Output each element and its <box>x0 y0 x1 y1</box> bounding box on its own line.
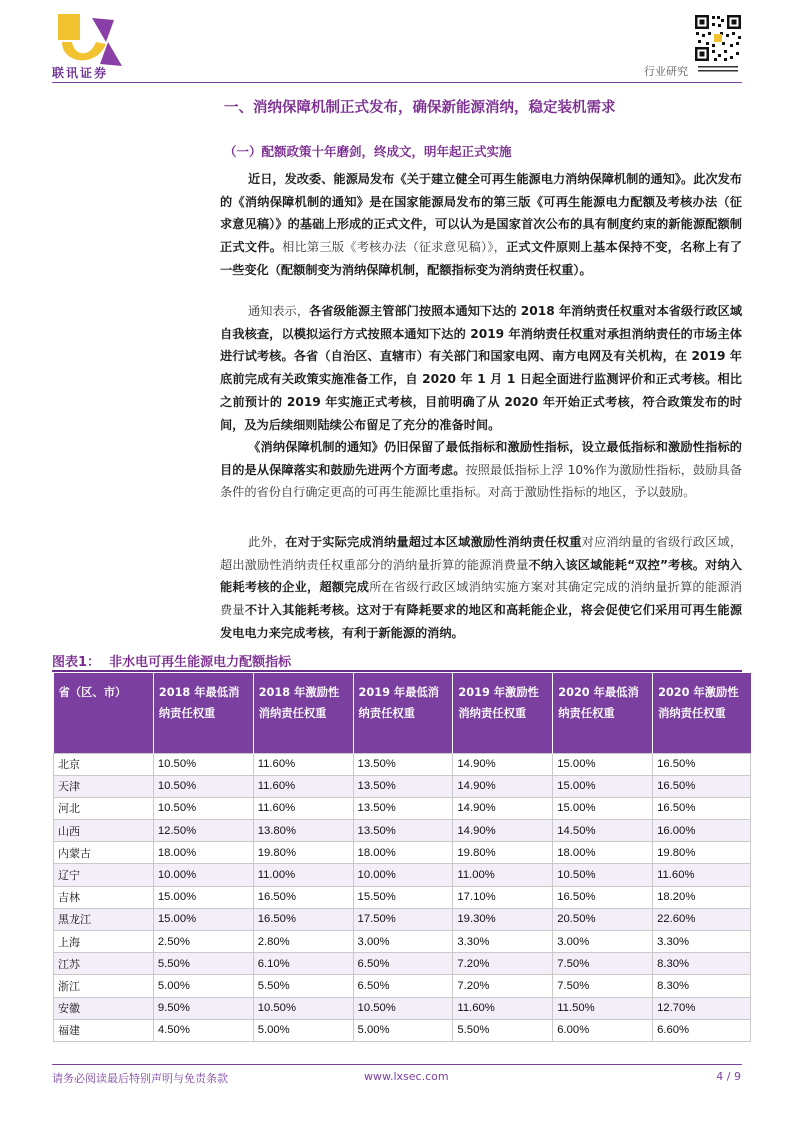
value-cell: 19.80% <box>453 842 553 864</box>
paragraph-4 <box>220 531 742 645</box>
table-row <box>54 820 751 842</box>
table-header-cell: 2019 年激励性消纳责任权重 <box>453 673 553 753</box>
table-header-cell: 省（区、市） <box>54 673 154 753</box>
province-cell: 江苏 <box>54 953 154 975</box>
value-cell: 18.20% <box>653 886 751 908</box>
figure-label: 图表1： <box>52 655 101 670</box>
value-cell: 15.00% <box>553 797 653 819</box>
value-cell: 8.30% <box>653 953 751 975</box>
value-cell: 16.50% <box>653 775 751 797</box>
value-cell: 18.00% <box>353 842 453 864</box>
value-cell: 5.00% <box>353 1019 453 1041</box>
value-cell: 16.50% <box>253 886 353 908</box>
table-header-cell: 2020 年激励性消纳责任权重 <box>653 673 751 753</box>
paragraph-1-end: 正式文件原则上基本保持不变，名称上有了一些变化（配额制变为消纳保障机制，配额指标变为消纳责任权重）。 <box>220 240 743 277</box>
value-cell: 11.00% <box>253 864 353 886</box>
table-row <box>54 775 751 797</box>
footer-disclaimer: 请务必阅读最后特别声明与免责条款 <box>52 1072 228 1085</box>
province-cell: 浙江 <box>54 975 154 997</box>
province-cell: 福建 <box>54 1019 154 1041</box>
value-cell: 10.50% <box>153 753 253 775</box>
province-cell: 辽宁 <box>54 864 154 886</box>
table-row <box>54 753 751 775</box>
value-cell: 5.50% <box>253 975 353 997</box>
province-cell: 吉林 <box>54 886 154 908</box>
province-cell: 安徽 <box>54 997 154 1019</box>
value-cell: 16.50% <box>553 886 653 908</box>
value-cell: 3.00% <box>553 931 653 953</box>
value-cell: 11.60% <box>653 864 751 886</box>
section-subtitle: （一）配额政策十年磨剑，终成文，明年起正式实施 <box>224 144 512 159</box>
paragraph-3 <box>220 436 742 504</box>
value-cell: 19.80% <box>253 842 353 864</box>
paragraph-1 <box>220 168 742 282</box>
header-divider <box>52 82 742 83</box>
figure-title <box>52 651 291 670</box>
figure-divider <box>52 670 742 672</box>
value-cell: 3.00% <box>353 931 453 953</box>
province-cell: 山西 <box>54 820 154 842</box>
value-cell: 7.20% <box>453 953 553 975</box>
paragraph-1-mid: 相比第三版《考核办法（征求意见稿）》， <box>282 240 507 255</box>
qr-code-icon <box>694 14 742 76</box>
value-cell: 3.30% <box>453 931 553 953</box>
table-body <box>54 753 751 1041</box>
value-cell: 2.80% <box>253 931 353 953</box>
value-cell: 6.60% <box>653 1019 751 1041</box>
paragraph-2-body: 各省级能源主管部门按照本通知下达的 2018 年消纳责任权重对本省级行政区域自我核查，以模拟运行方式按照本通知下达的 2019 年消纳责任权重对承担消纳责任的市场主体进行试考核。各省（自治区、直辖市）有关部门和国家电网、南方电网及有关机构，在 2019 年底前完成有关政策实施准备工作，自 2020 年 1 月 1 日起全面进行监测评价和正式考核。相比之前预计的 2019 年实施正式考核，目前明确了从 2020 年开始正式考核，符合政策发布的时间，及为后续细则陆续公布留足了充分的准备时间。 <box>220 304 743 432</box>
value-cell: 16.00% <box>653 820 751 842</box>
value-cell: 6.10% <box>253 953 353 975</box>
paragraph-4-a: 此外， <box>248 535 286 549</box>
value-cell: 6.00% <box>553 1019 653 1041</box>
table-header-row <box>54 673 751 753</box>
value-cell: 10.00% <box>353 864 453 886</box>
paragraph-4-d: 不纳入该区域能耗“双控”考核。对纳入能耗考核的企业，超额完成 <box>220 557 742 595</box>
value-cell: 15.50% <box>353 886 453 908</box>
table-header-cell: 2018 年激励性消纳责任权重 <box>253 673 353 753</box>
value-cell: 10.00% <box>153 864 253 886</box>
report-category: 行业研究 <box>644 65 688 78</box>
value-cell: 14.90% <box>453 775 553 797</box>
value-cell: 13.50% <box>353 797 453 819</box>
value-cell: 18.00% <box>153 842 253 864</box>
value-cell: 5.50% <box>153 953 253 975</box>
table-row <box>54 797 751 819</box>
value-cell: 5.00% <box>153 975 253 997</box>
table-row <box>54 997 751 1019</box>
value-cell: 14.90% <box>453 820 553 842</box>
province-cell: 河北 <box>54 797 154 819</box>
value-cell: 12.50% <box>153 820 253 842</box>
value-cell: 15.00% <box>153 886 253 908</box>
paragraph-4-b: 在对于实际完成消纳量超过本区域激励性消纳责任权重 <box>285 535 582 549</box>
paragraph-2-lead: 通知表示， <box>248 304 310 318</box>
value-cell: 15.00% <box>553 753 653 775</box>
value-cell: 3.30% <box>653 931 751 953</box>
table-row <box>54 842 751 864</box>
table-row <box>54 975 751 997</box>
footer-website[interactable]: www.lxsec.com <box>364 1070 449 1083</box>
paragraph-3-body: 按照最低指标上浮 10%作为激励性指标，鼓励具备条件的省份自行确定更高的可再生能源比重指标。对高于激励性指标的地区，予以鼓励。 <box>220 462 743 500</box>
value-cell: 19.30% <box>453 908 553 930</box>
value-cell: 20.50% <box>553 908 653 930</box>
value-cell: 11.50% <box>553 997 653 1019</box>
section-title: 一、消纳保障机制正式发布，确保新能源消纳，稳定装机需求 <box>224 100 616 116</box>
value-cell: 6.50% <box>353 975 453 997</box>
table-row <box>54 931 751 953</box>
value-cell: 11.00% <box>453 864 553 886</box>
value-cell: 19.80% <box>653 842 751 864</box>
table-row <box>54 953 751 975</box>
value-cell: 7.50% <box>553 953 653 975</box>
value-cell: 7.20% <box>453 975 553 997</box>
province-cell: 内蒙古 <box>54 842 154 864</box>
value-cell: 14.90% <box>453 753 553 775</box>
value-cell: 8.30% <box>653 975 751 997</box>
paragraph-4-c: 对应消纳量的省级行政区域，超出激励性消纳责任权重部分的消纳量折算的能源消费量 <box>220 535 743 572</box>
value-cell: 7.50% <box>553 975 653 997</box>
value-cell: 10.50% <box>153 775 253 797</box>
table-header-cell: 2019 年最低消纳责任权重 <box>353 673 453 753</box>
province-cell: 天津 <box>54 775 154 797</box>
value-cell: 13.80% <box>253 820 353 842</box>
value-cell: 9.50% <box>153 997 253 1019</box>
value-cell: 15.00% <box>153 908 253 930</box>
paragraph-3-lead: 《消纳保障机制的通知》仍旧保留了最低指标和激励性指标，设立最低指标和激励性指标的目的是从保障落实和鼓励先进两个方面考虑。 <box>220 440 742 477</box>
value-cell: 17.50% <box>353 908 453 930</box>
logo-text: 联讯证券 <box>52 66 109 80</box>
value-cell: 11.60% <box>453 997 553 1019</box>
province-cell: 北京 <box>54 753 154 775</box>
value-cell: 6.50% <box>353 953 453 975</box>
paragraph-4-e: 所在省级行政区域消纳实施方案对其确定完成的消纳量折算的能源消费量 <box>220 580 743 618</box>
province-cell: 黑龙江 <box>54 908 154 930</box>
value-cell: 14.90% <box>453 797 553 819</box>
table-row <box>54 864 751 886</box>
value-cell: 18.00% <box>553 842 653 864</box>
table-header-cell: 2018 年最低消纳责任权重 <box>153 673 253 753</box>
quota-table <box>53 673 751 1042</box>
value-cell: 5.50% <box>453 1019 553 1041</box>
paragraph-1-lead: 近日，发改委、能源局发布《关于建立健全可再生能源电力消纳保障机制的通知》。此次发布的《消纳保障机制的通知》是在国家能源局发布的第三版《可再生能源电力配额及考核办法（征求意见稿）》的基础上形成的正式文件，可以认为是国家首次公布的具有制度约束的新能源配额制正式文件。 <box>220 172 742 255</box>
value-cell: 10.50% <box>353 997 453 1019</box>
value-cell: 11.60% <box>253 797 353 819</box>
value-cell: 17.10% <box>453 886 553 908</box>
value-cell: 10.50% <box>253 997 353 1019</box>
value-cell: 16.50% <box>653 797 751 819</box>
figure-caption: 非水电可再生能源电力配额指标 <box>109 655 292 670</box>
value-cell: 22.60% <box>653 908 751 930</box>
value-cell: 16.50% <box>653 753 751 775</box>
table-row <box>54 1019 751 1041</box>
value-cell: 12.70% <box>653 997 751 1019</box>
paragraph-4-f: 不计入其能耗考核。这对于有降耗要求的地区和高耗能企业，将会促使它们采用可再生能源发电电力来完成考核，有利于新能源的消纳。 <box>220 603 743 640</box>
table-header-cell: 2020 年最低消纳责任权重 <box>553 673 653 753</box>
value-cell: 16.50% <box>253 908 353 930</box>
province-cell: 上海 <box>54 931 154 953</box>
value-cell: 5.00% <box>253 1019 353 1041</box>
value-cell: 13.50% <box>353 820 453 842</box>
value-cell: 11.60% <box>253 753 353 775</box>
paragraph-2 <box>220 300 742 436</box>
value-cell: 15.00% <box>553 775 653 797</box>
value-cell: 13.50% <box>353 753 453 775</box>
value-cell: 4.50% <box>153 1019 253 1041</box>
value-cell: 10.50% <box>153 797 253 819</box>
value-cell: 11.60% <box>253 775 353 797</box>
page-number: 4 / 9 <box>716 1070 741 1083</box>
table-row <box>54 908 751 930</box>
value-cell: 10.50% <box>553 864 653 886</box>
page-header <box>0 0 793 86</box>
table-row <box>54 886 751 908</box>
footer-divider <box>52 1064 742 1065</box>
value-cell: 14.50% <box>553 820 653 842</box>
value-cell: 2.50% <box>153 931 253 953</box>
value-cell: 13.50% <box>353 775 453 797</box>
